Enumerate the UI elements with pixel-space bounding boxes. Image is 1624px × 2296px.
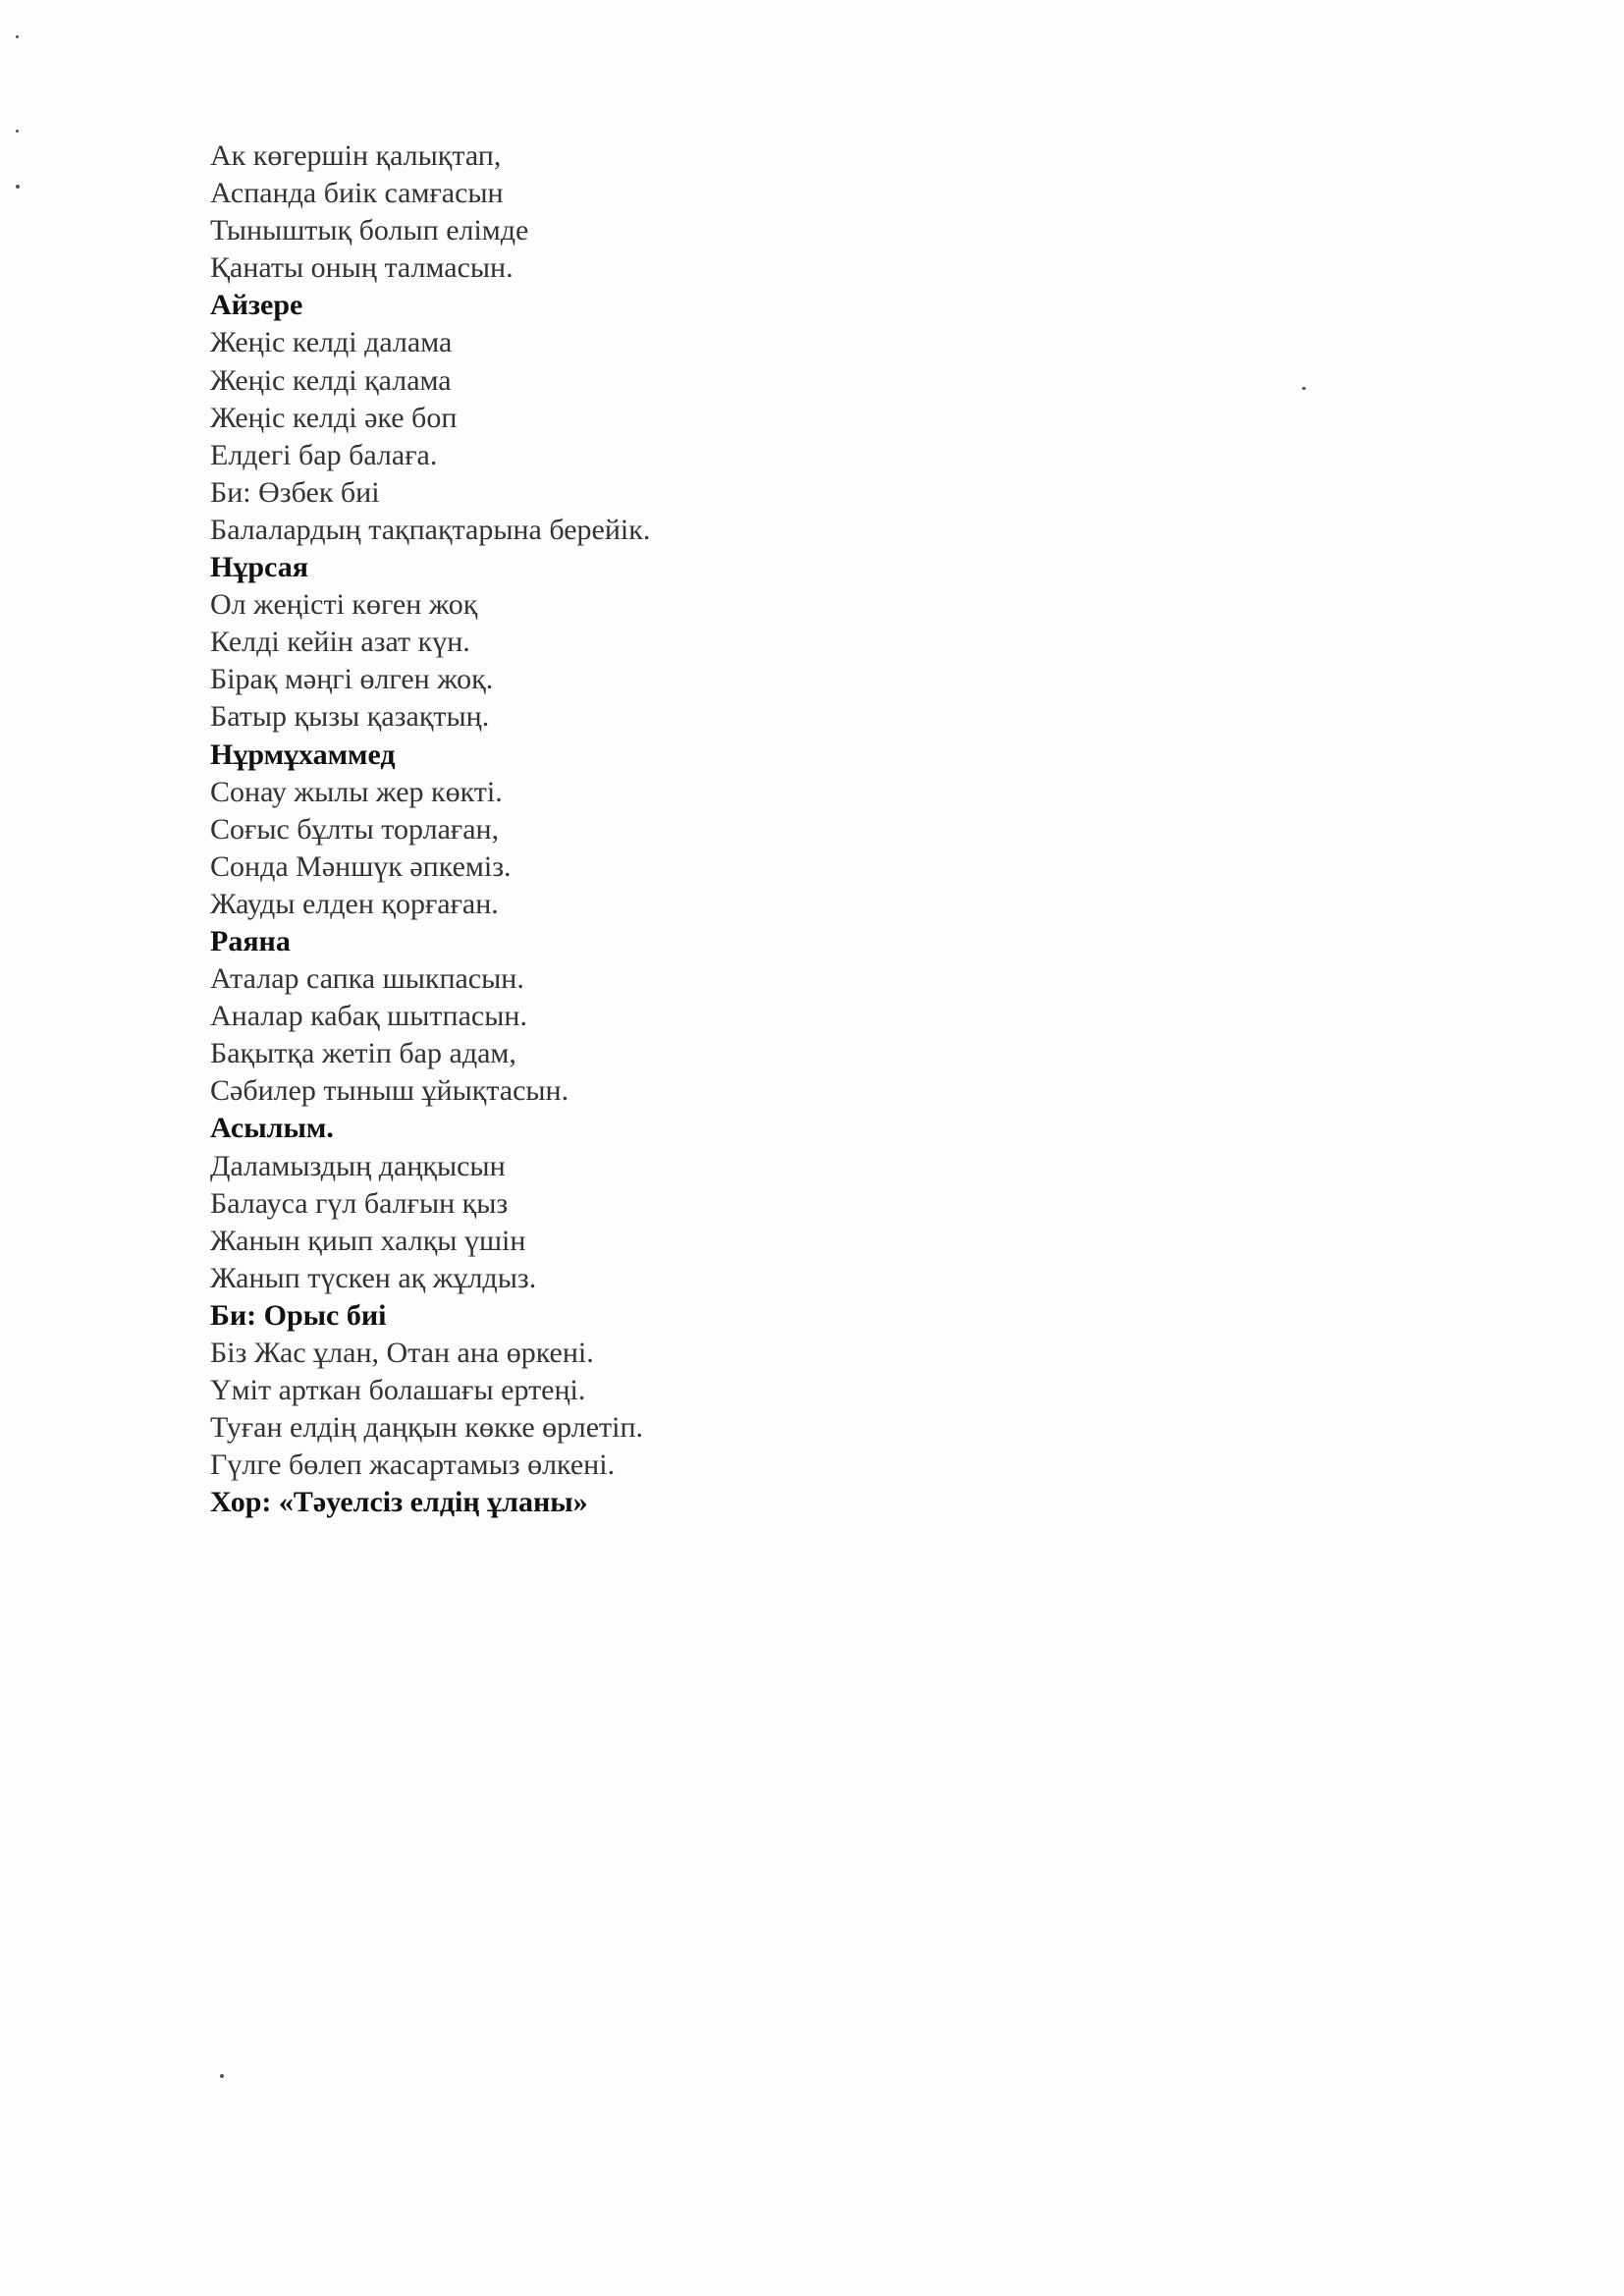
text-line: Аспанда биік самғасын <box>210 177 504 210</box>
text-line: Гүлге бөлеп жасартамыз өлкені. <box>210 1449 616 1482</box>
text-line: Қанаты оның талмасын. <box>210 251 514 285</box>
text-line: Тыныштық болып елімде <box>210 214 529 247</box>
text-line: Жеңіс келді далама <box>210 326 453 359</box>
text-line: Соғыс бұлты торлаған, <box>210 812 500 846</box>
speaker-heading: Нұрмұхаммед <box>210 738 396 771</box>
text-line: Ол жеңісті көген жоқ <box>210 588 478 622</box>
text-line: Жеңіс келді әке боп <box>210 401 458 434</box>
text-line: Жауды елден қорғаған. <box>210 887 499 920</box>
text-line: Бақытқа жетіп бар адам, <box>210 1037 516 1070</box>
text-line: Бірақ мәңгі өлген жоқ. <box>210 663 494 696</box>
text-line: Сәбилер тыныш ұйықтасын. <box>210 1074 569 1108</box>
text-line: Жанын қиып халқы үшін <box>210 1224 526 1257</box>
scan-speck <box>16 130 19 133</box>
text-line: Сонда Мәншүк әпкеміз. <box>210 849 512 883</box>
text-line: Жанып түскен ақ жұлдыз. <box>210 1261 537 1294</box>
text-line: Туған елдің даңқын көкке өрлетіп. <box>210 1411 644 1445</box>
scan-speck <box>1302 387 1306 390</box>
text-line: Балалардың тақпақтарына берейік. <box>210 513 651 546</box>
text-line: Балауса гүл балғын қыз <box>210 1186 509 1220</box>
speaker-heading: Асылым. <box>210 1112 334 1145</box>
speaker-heading: Айзере <box>210 289 303 322</box>
text-line: Аналар кабақ шытпасын. <box>210 1000 527 1033</box>
text-line: Батыр қызы қазақтың. <box>210 700 490 734</box>
poem-text <box>210 137 1487 1521</box>
scan-speck <box>16 35 19 38</box>
text-line: Даламыздың даңқысын <box>210 1149 506 1182</box>
scan-speck <box>16 185 20 189</box>
text-line: Біз Жас ұлан, Отан ана өркені. <box>210 1337 594 1369</box>
speaker-heading: Раяна <box>210 924 291 957</box>
text-line: Ак көгершін қалықтап, <box>210 139 502 172</box>
text-line: Елдегі бар балаға. <box>210 438 438 471</box>
text-line: Жеңіс келді қалама <box>210 363 452 397</box>
speaker-heading: Нұрсая <box>210 551 308 584</box>
text-line: Үміт арткан болашағы ертеңі. <box>210 1374 586 1407</box>
text-line: Би: Өзбек биі <box>210 475 380 509</box>
text-line: Аталар сапка шыкпасын. <box>210 962 524 996</box>
text-line: Сонау жылы жер көкті. <box>210 775 503 808</box>
speaker-heading: Би: Орыс биі <box>210 1298 387 1332</box>
speaker-heading: Хор: «Тәуелсіз елдің ұланы» <box>210 1486 588 1519</box>
scan-speck <box>220 2074 224 2078</box>
text-line: Келді кейін азат күн. <box>210 626 470 659</box>
